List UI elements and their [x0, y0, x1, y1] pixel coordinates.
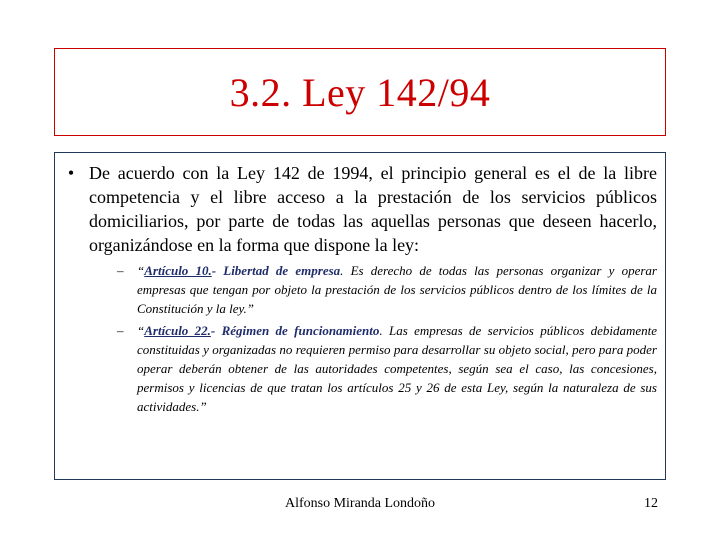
- sub-item-article-22: [117, 321, 657, 416]
- footer-author: Alfonso Miranda Londoño: [284, 496, 436, 511]
- open-quote: “: [137, 323, 145, 338]
- article-22-ref: Artículo 22.: [144, 323, 211, 338]
- article-22-body: . Las empresas de servicios públicos debidamente constituidas y organizadas no requieren permiso para desarrollar su objeto social, pero para poder operar deberán obtener de las autoridades competentes, según sea el caso, las concesiones, permisos y licencias de que tratan los artículos 25 y 26 de esta Ley, según la naturaleza de sus actividades.”: [137, 323, 658, 414]
- article-10-sep: -: [211, 263, 224, 278]
- article-22-text: [137, 321, 657, 416]
- article-10-body: . Es derecho de todas las personas organizar y operar empresas que tengan por objeto la prestación de los servicios públicos dentro de los límites de la Constitución y la ley.”: [137, 263, 657, 316]
- article-10-title: Libertad de empresa: [223, 263, 341, 278]
- content-frame: [54, 152, 666, 480]
- main-bullet: [59, 161, 657, 257]
- dash-icon: –: [117, 263, 124, 278]
- bullet-icon: •: [67, 163, 75, 183]
- article-22-sep: -: [210, 323, 222, 338]
- article-10-ref: Artículo 10.: [144, 263, 212, 278]
- main-paragraph: De acuerdo con la Ley 142 de 1994, el principio general es el de la libre competencia y el libre acceso a la prestación de los servicios públicos domiciliarios, por parte de todas las aquellas personas que deseen hacerlo, organizándose en la forma que dispone la ley:: [89, 163, 657, 255]
- article-10-text: [137, 261, 657, 318]
- page-number: 12: [644, 496, 658, 511]
- sub-item-article-10: [117, 261, 657, 318]
- dash-icon: –: [117, 323, 124, 338]
- article-22-title: Régimen de funcionamiento: [221, 323, 380, 338]
- title-frame: [54, 48, 666, 136]
- open-quote: “: [137, 263, 145, 278]
- slide-title: 3.2. Ley 142/94: [229, 69, 491, 115]
